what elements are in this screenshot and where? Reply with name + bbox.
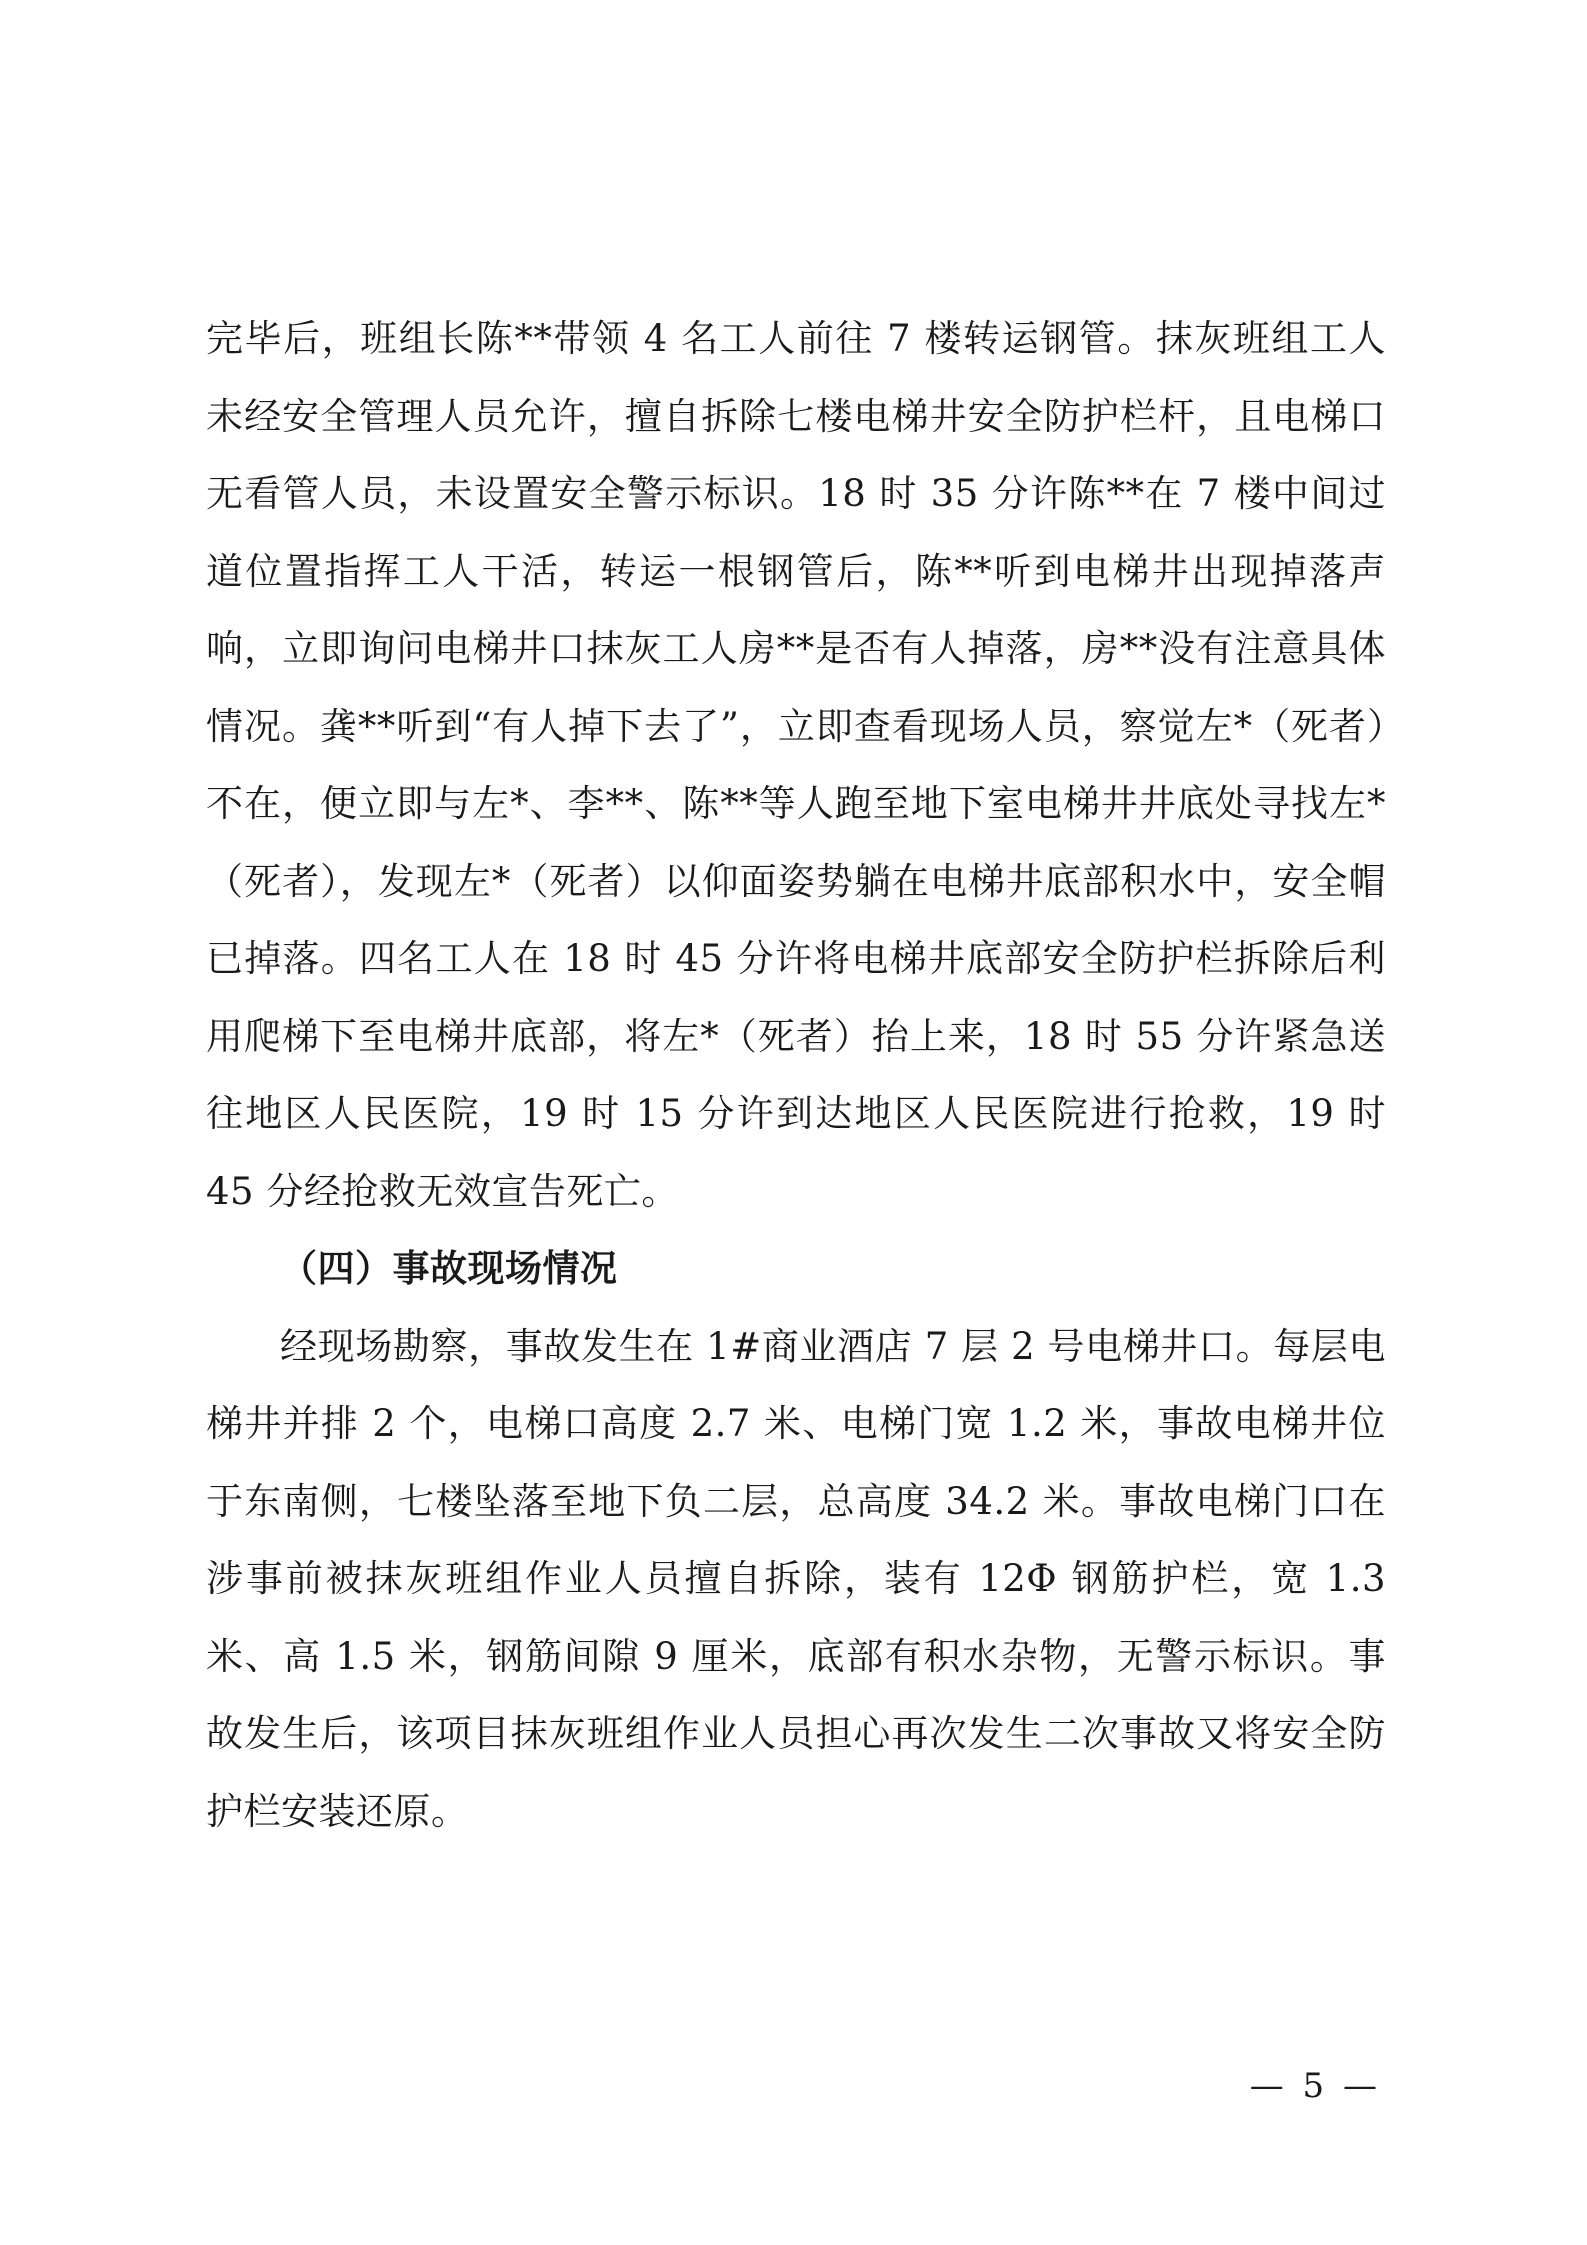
paragraph-accident-process: 完毕后，班组长陈**带领 4 名工人前往 7 楼转运钢管。抹灰班组工人未经安全管理人员允许，擅自拆除七楼电梯井安全防护栏杆，且电梯口无看管人员，未设置安全警示标识。18 时 35 分许陈**在 7 楼中间过道位置指挥工人干活，转运一根钢管后，陈**听到电梯井出现掉落声响，立即询问电梯井口抹灰工人房**是否有人掉落，房**没有注意具体情况。龚**听到“有人掉下去了”，立即查看现场人员，察觉左*（死者）不在，便立即与左*、李**、陈**等人跑至地下室电梯井井底处寻找左*（死者），发现左*（死者）以仰面姿势躺在电梯井底部积水中，安全帽已掉落。四名工人在 18 时 45 分许将电梯井底部安全防护栏拆除后利用爬梯下至电梯井底部，将左*（死者）抬上来，18 时 55 分许紧急送往地区人民医院，19 时 15 分许到达地区人民医院进行抢救，19 时 45 分经抢救无效宣告死亡。 <box>206 317 1386 1213</box>
document-body <box>206 300 1386 1850</box>
paragraph-accident-scene: 经现场勘察，事故发生在 1#商业酒店 7 层 2 号电梯井口。每层电梯井并排 2 个，电梯口高度 2.7 米、电梯门宽 1.2 米，事故电梯井位于东南侧，七楼坠落至地下负二层，总高度 34.2 米。事故电梯门口在涉事前被抹灰班组作业人员擅自拆除，装有 12Φ 钢筋护栏，宽 1.3 米、高 1.5 米，钢筋间隙 9 厘米，底部有积水杂物，无警示标识。事故发生后，该项目抹灰班组作业人员担心再次发生二次事故又将安全防护栏安装还原。 <box>206 1324 1386 1833</box>
page-number: — 5 — <box>1249 2066 1381 2106</box>
section-heading-accident-scene: （四）事故现场情况 <box>280 1246 618 1290</box>
